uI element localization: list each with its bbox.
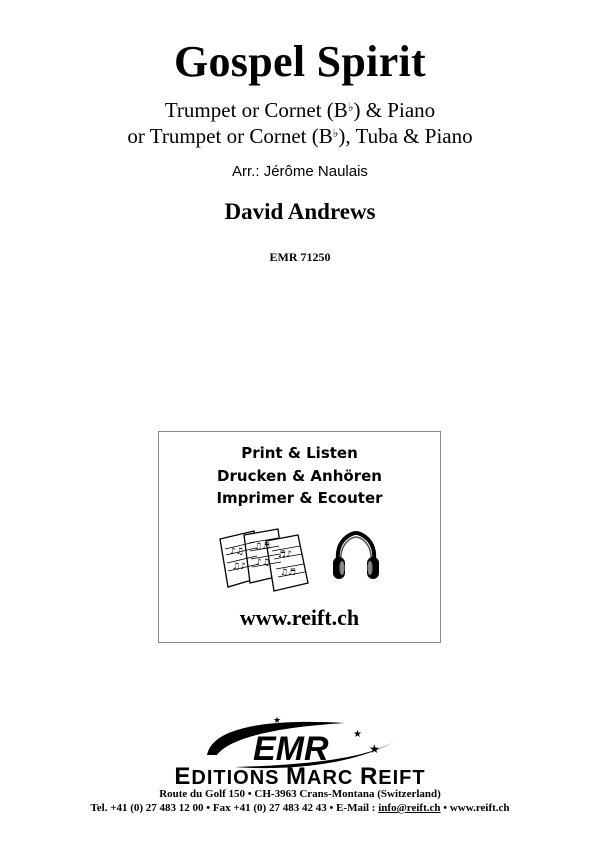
print-listen-en: Print & Listen: [241, 444, 358, 462]
publisher-name-part: DITIONS: [191, 767, 287, 789]
instrumentation-line-1-start: Trumpet or Cornet (B: [164, 98, 348, 122]
publisher-name-part: M: [286, 763, 308, 790]
svg-text:★: ★: [369, 742, 380, 756]
publisher-name-part: ARC: [307, 767, 360, 789]
contact-website: • www.reift.ch: [440, 802, 510, 814]
svg-text:♪♫: ♪♫: [256, 558, 270, 568]
svg-text:★: ★: [273, 716, 282, 726]
arranger: Arr.: Jérôme Naulais: [232, 163, 368, 180]
contact-phone-fax: Tel. +41 (0) 27 483 12 00 • Fax +41 (0) 27 483 42 43 • E-Mail :: [90, 802, 379, 814]
catalog-number: EMR 71250: [269, 250, 331, 264]
sheet-music-icon: [216, 525, 312, 597]
svg-text:♫♪: ♫♪: [232, 562, 246, 572]
svg-text:♫♬: ♫♬: [280, 568, 297, 578]
publisher-name-part: R: [359, 763, 379, 790]
print-listen-de: Drucken & Anhören: [217, 467, 382, 485]
email-link[interactable]: info@reift.ch: [378, 802, 441, 814]
svg-text:♪♫: ♪♫: [230, 547, 244, 557]
publisher-name-part: EIFT: [378, 767, 426, 789]
flat-sign: ♭: [332, 126, 339, 140]
instrumentation-line-2-end: ), Tuba & Piano: [338, 124, 473, 148]
publisher-contact: [0, 802, 600, 814]
instrumentation-line-1: [0, 98, 600, 123]
svg-text:♫♬: ♫♬: [254, 542, 271, 552]
print-listen-box: [158, 431, 441, 643]
headphones-icon: [331, 530, 381, 582]
publisher-address: Route du Golf 150 • CH-3963 Crans-Montana (Switzerland): [159, 788, 441, 800]
publisher-name: [0, 763, 600, 791]
website-url: www.reift.ch: [239, 605, 360, 630]
svg-text:★: ★: [353, 729, 362, 740]
publisher-name-part: E: [174, 763, 192, 790]
flat-sign: ♭: [347, 100, 354, 114]
emr-logo-text: EMR: [253, 730, 329, 768]
composer: David Andrews: [224, 199, 376, 224]
svg-text:♬♪: ♬♪: [278, 550, 292, 560]
instrumentation-line-2-start: or Trumpet or Cornet (B: [127, 124, 333, 148]
print-listen-fr: Imprimer & Ecouter: [216, 489, 383, 507]
score-title: Gospel Spirit: [173, 37, 427, 86]
instrumentation-line-1-end: ) & Piano: [353, 98, 436, 122]
instrumentation-line-2: [0, 124, 600, 149]
